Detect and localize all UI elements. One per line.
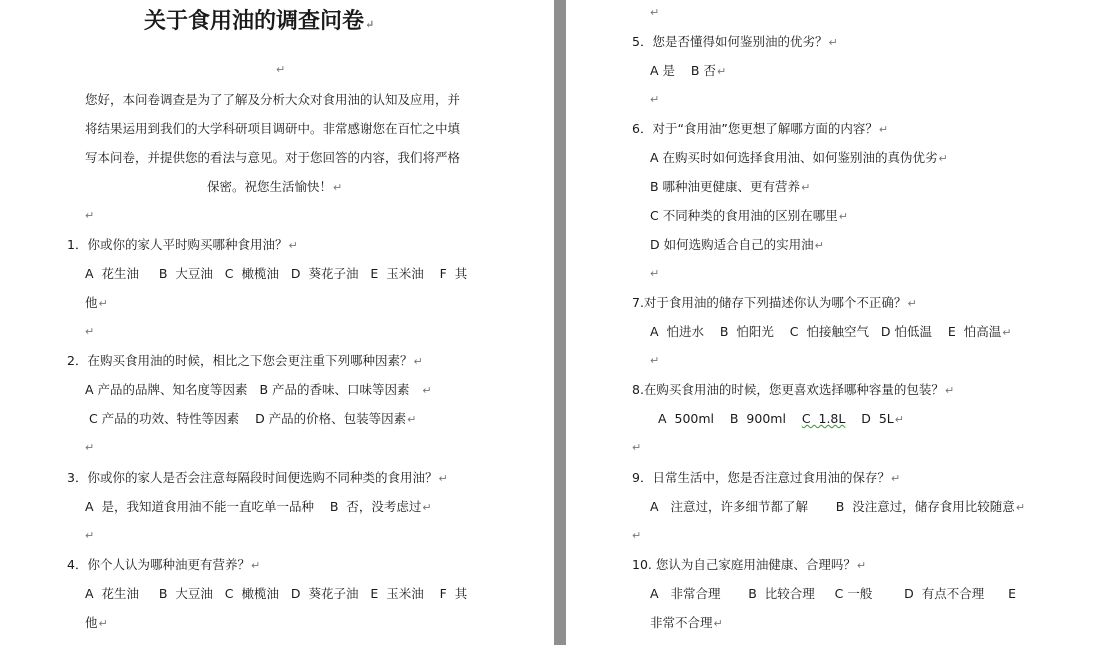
paragraph-mark: ↵ bbox=[650, 6, 660, 19]
question-10-options: A 非常合理 B 比较合理 C 一般 D 有点不合理 E bbox=[650, 586, 1016, 601]
intro-line-3: 写本问卷，并提供您的看法与意见。对于您回答的内容，我们将严格 bbox=[85, 150, 461, 165]
survey-title: 关于食用油的调查问卷↵ bbox=[144, 8, 375, 34]
question-1-options-cont: 他↵ bbox=[85, 295, 108, 310]
question-9-options: A 注意过，许多细节都了解 B 没注意过，储存食用比较随意↵ bbox=[650, 499, 1026, 514]
intro-line-4: 保密。祝您生活愉快！↵ bbox=[207, 179, 343, 194]
question-10-options-cont: 非常不合理↵ bbox=[650, 615, 723, 630]
question-7-options: A 怕进水 B 怕阳光 C 怕接触空气 D 怕低温 E 怕高温↵ bbox=[650, 324, 1012, 339]
paragraph-mark: ↵ bbox=[276, 63, 286, 76]
paragraph-mark: ↵ bbox=[632, 529, 642, 542]
question-9: 9．日常生活中，您是否注意过食用油的保存？↵ bbox=[632, 470, 901, 485]
question-8-options: A 500ml B 900ml C 1.8L D 5L↵ bbox=[658, 411, 904, 426]
question-2-options-1: A 产品的品牌、知名度等因素 B 产品的香味、口味等因素 ↵ bbox=[85, 382, 432, 397]
question-3-options: A 是，我知道食用油不能一直吃单一品种 B 否，没考虑过↵ bbox=[85, 499, 432, 514]
question-1-options: A 花生油 B 大豆油 C 橄榄油 D 葵花子油 E 玉米油 F 其 bbox=[85, 266, 468, 281]
question-3: 3．你或你的家人是否会注意每隔段时间便选购不同种类的食用油？↵ bbox=[67, 470, 448, 485]
question-6-option-c: C 不同种类的食用油的区别在哪里↵ bbox=[650, 208, 848, 223]
paragraph-mark: ↵ bbox=[650, 267, 660, 280]
question-5-options: A 是 B 否↵ bbox=[650, 63, 727, 78]
question-4-options: A 花生油 B 大豆油 C 橄榄油 D 葵花子油 E 玉米油 F 其 bbox=[85, 586, 468, 601]
question-6-option-a: A 在购买时如何选择食用油、如何鉴别油的真伪优劣↵ bbox=[650, 150, 948, 165]
paragraph-mark: ↵ bbox=[650, 93, 660, 106]
question-2: 2．在购买食用油的时候，相比之下您会更注重下列哪种因素？↵ bbox=[67, 353, 423, 368]
question-4: 4．你个人认为哪种油更有营养？↵ bbox=[67, 557, 261, 572]
question-4-options-cont: 他↵ bbox=[85, 615, 108, 630]
paragraph-mark: ↵ bbox=[85, 441, 95, 454]
paragraph-mark: ↵ bbox=[85, 209, 95, 222]
question-1: 1．你或你的家人平时购买哪种食用油？↵ bbox=[67, 237, 298, 252]
paragraph-mark: ↵ bbox=[85, 529, 95, 542]
paragraph-mark: ↵ bbox=[650, 354, 660, 367]
question-2-options-2: C 产品的功效、特性等因素 D 产品的价格、包装等因素↵ bbox=[85, 411, 417, 426]
question-6-option-b: B 哪种油更健康、更有营养↵ bbox=[650, 179, 811, 194]
question-10: 10. 您认为自己家庭用油健康、合理吗？↵ bbox=[632, 557, 867, 572]
question-6: 6．对于“食用油”您更想了解哪方面的内容？↵ bbox=[632, 121, 889, 136]
intro-line-2: 将结果运用到我们的大学科研项目调研中。非常感谢您在百忙之中填 bbox=[85, 121, 461, 136]
question-5: 5．您是否懂得如何鉴别油的优劣？↵ bbox=[632, 34, 838, 49]
paragraph-mark: ↵ bbox=[85, 325, 95, 338]
left-page bbox=[0, 0, 554, 645]
question-8: 8.在购买食用油的时候，您更喜欢选择哪种容量的包装？↵ bbox=[632, 382, 955, 397]
paragraph-mark: ↵ bbox=[632, 441, 642, 454]
question-7: 7.对于食用油的储存下列描述你认为哪个不正确？↵ bbox=[632, 295, 917, 310]
intro-line-1: 您好，本问卷调查是为了了解及分析大众对食用油的认知及应用，并 bbox=[85, 92, 461, 107]
spellcheck-underline: C 1.8L bbox=[801, 411, 846, 426]
page-separator bbox=[554, 0, 566, 645]
right-page bbox=[566, 0, 1120, 645]
question-6-option-d: D 如何选购适合自己的实用油↵ bbox=[650, 237, 824, 252]
